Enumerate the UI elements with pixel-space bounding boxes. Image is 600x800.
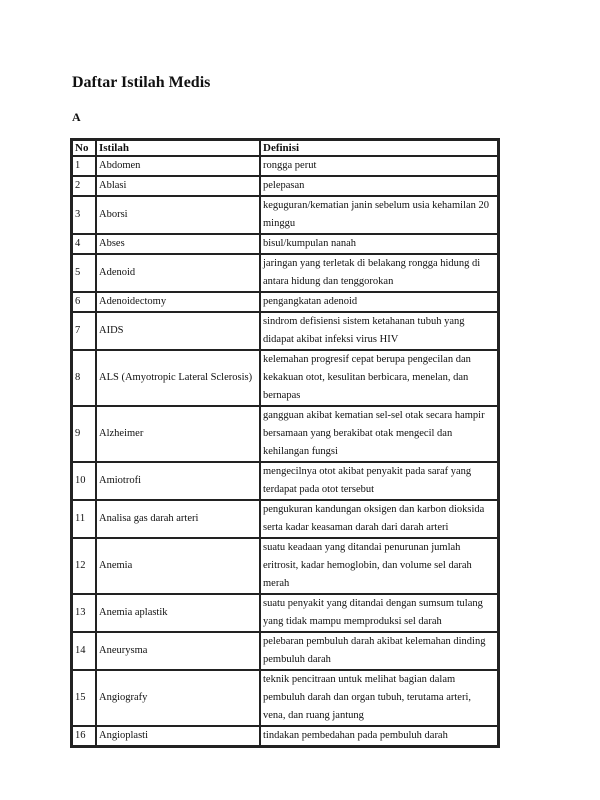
table-row — [72, 234, 498, 254]
row-definition: bisul/kumpulan nanah — [260, 234, 498, 254]
row-definition: pengukuran kandungan oksigen dan karbon dioksida serta kadar keasaman darah dari darah arteri — [260, 500, 498, 538]
row-definition: jaringan yang terletak di belakang rongga hidung di antara hidung dan tenggorokan — [260, 254, 498, 292]
row-no: 13 — [72, 594, 96, 632]
row-definition: suatu penyakit yang ditandai dengan sumsum tulang yang tidak mampu memproduksi sel darah — [260, 594, 498, 632]
section-letter: A — [72, 110, 81, 124]
row-definition: pelebaran pembuluh darah akibat kelemahan dinding pembuluh darah — [260, 632, 498, 670]
row-no: 9 — [72, 406, 96, 462]
row-no: 6 — [72, 292, 96, 312]
header-no: No — [72, 140, 96, 156]
row-definition: suatu keadaan yang ditandai penurunan jumlah eritrosit, kadar hemoglobin, dan volume sel darah merah — [260, 538, 498, 594]
row-no: 3 — [72, 196, 96, 234]
row-no: 10 — [72, 462, 96, 500]
header-definisi: Definisi — [260, 140, 498, 156]
table-row — [72, 406, 498, 462]
row-no: 1 — [72, 156, 96, 176]
row-term: Aneurysma — [96, 632, 260, 670]
row-no: 4 — [72, 234, 96, 254]
table-row — [72, 254, 498, 292]
row-term: Aborsi — [96, 196, 260, 234]
table-row — [72, 196, 498, 234]
row-definition: teknik pencitraan untuk melihat bagian dalam pembuluh darah dan organ tubuh, terutama arteri, vena, dan ruang jantung — [260, 670, 498, 726]
row-term: Abses — [96, 234, 260, 254]
row-term: Amiotrofi — [96, 462, 260, 500]
row-term: Ablasi — [96, 176, 260, 196]
row-definition: pelepasan — [260, 176, 498, 196]
row-term: Abdomen — [96, 156, 260, 176]
row-term: Anemia — [96, 538, 260, 594]
row-no: 2 — [72, 176, 96, 196]
table-row — [72, 292, 498, 312]
table-row — [72, 594, 498, 632]
row-no: 8 — [72, 350, 96, 406]
table-row — [72, 312, 498, 350]
table-row — [72, 726, 498, 746]
row-term: Angioplasti — [96, 726, 260, 746]
row-term: Adenoidectomy — [96, 292, 260, 312]
table-row — [72, 538, 498, 594]
table-row — [72, 670, 498, 726]
row-definition: kelemahan progresif cepat berupa pengecilan dan kekakuan otot, kesulitan berbicara, menelan, dan bernapas — [260, 350, 498, 406]
table-row — [72, 462, 498, 500]
table-row — [72, 500, 498, 538]
row-no: 5 — [72, 254, 96, 292]
row-no: 12 — [72, 538, 96, 594]
table-row — [72, 176, 498, 196]
row-definition: gangguan akibat kematian sel-sel otak secara hampir bersamaan yang berakibat otak mengecil dan kehilangan fungsi — [260, 406, 498, 462]
row-definition: keguguran/kematian janin sebelum usia kehamilan 20 minggu — [260, 196, 498, 234]
row-term: Alzheimer — [96, 406, 260, 462]
row-definition: rongga perut — [260, 156, 498, 176]
table-header-row — [72, 140, 498, 156]
document-title: Daftar Istilah Medis — [72, 74, 211, 91]
row-no: 11 — [72, 500, 96, 538]
row-definition: tindakan pembedahan pada pembuluh darah — [260, 726, 498, 746]
row-term: AIDS — [96, 312, 260, 350]
header-istilah: Istilah — [96, 140, 260, 156]
row-term: Analisa gas darah arteri — [96, 500, 260, 538]
row-definition: mengecilnya otot akibat penyakit pada saraf yang terdapat pada otot tersebut — [260, 462, 498, 500]
terms-table — [70, 138, 500, 748]
row-term: Anemia aplastik — [96, 594, 260, 632]
row-term: Adenoid — [96, 254, 260, 292]
row-no: 15 — [72, 670, 96, 726]
row-term: ALS (Amyotropic Lateral Sclerosis) — [96, 350, 260, 406]
row-definition: pengangkatan adenoid — [260, 292, 498, 312]
table-row — [72, 350, 498, 406]
row-no: 14 — [72, 632, 96, 670]
row-definition: sindrom defisiensi sistem ketahanan tubuh yang didapat akibat infeksi virus HIV — [260, 312, 498, 350]
row-no: 7 — [72, 312, 96, 350]
row-term: Angiografy — [96, 670, 260, 726]
table-row — [72, 632, 498, 670]
table-row — [72, 156, 498, 176]
row-no: 16 — [72, 726, 96, 746]
